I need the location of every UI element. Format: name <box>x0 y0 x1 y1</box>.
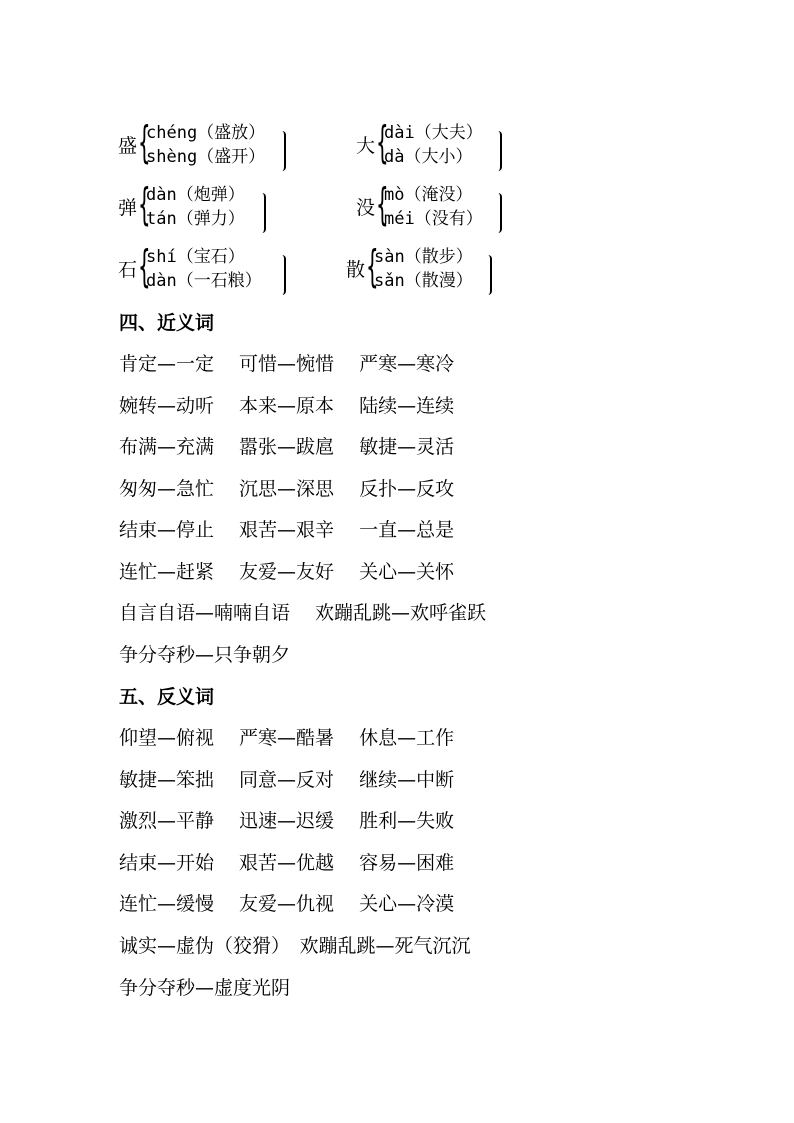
word-pair-line: 布满—充满 嚣张—跋扈 敏捷—灵活 <box>119 436 455 458</box>
left-brace: { <box>366 241 379 292</box>
reading-2: dà（大小） <box>384 147 473 167</box>
reading-1: shí（宝石） <box>146 247 245 267</box>
right-brace <box>282 131 286 171</box>
reading-2: sǎn（散漫） <box>374 271 473 291</box>
polyphone-section <box>0 0 794 300</box>
reading-1: dàn（炮弹） <box>146 185 245 205</box>
reading-1: chéng（盛放） <box>146 123 266 143</box>
word-pair-line: 肯定—一定 可惜—惋惜 严寒—寒冷 <box>119 353 455 375</box>
reading-2: méi（没有） <box>384 209 483 229</box>
word-pair-line: 婉转—动听 本来—原本 陆续—连续 <box>119 395 455 417</box>
polyphone-char: 没 <box>356 197 376 219</box>
section-heading: 四、近义词 <box>119 312 215 334</box>
right-brace <box>282 255 286 295</box>
word-pair-line: 争分夺秒—虚度光阴 <box>119 977 291 999</box>
word-pair-line: 自言自语—喃喃自语 欢蹦乱跳—欢呼雀跃 <box>119 602 487 624</box>
word-pair-line: 匆匆—急忙 沉思—深思 反扑—反攻 <box>119 478 455 500</box>
polyphone-char: 石 <box>118 259 138 281</box>
reading-1: mò（淹没） <box>384 185 473 205</box>
right-brace <box>262 193 266 233</box>
reading-1: dài（大夫） <box>384 123 483 143</box>
section-heading: 五、反义词 <box>119 686 215 708</box>
reading-2: dàn（一石粮） <box>146 271 262 291</box>
polyphone-char: 弹 <box>118 197 138 219</box>
polyphone-char: 散 <box>346 259 366 281</box>
word-pair-line: 连忙—缓慢 友爱—仇视 关心—冷漠 <box>119 893 455 915</box>
left-brace: { <box>138 179 151 230</box>
word-pair-line: 敏捷—笨拙 同意—反对 继续—中断 <box>119 769 455 791</box>
right-brace <box>488 255 492 295</box>
word-pair-line: 仰望—俯视 严寒—酷暑 休息—工作 <box>119 727 455 749</box>
left-brace: { <box>376 117 389 168</box>
reading-2: shèng（盛开） <box>146 147 266 167</box>
word-pair-line: 争分夺秒—只争朝夕 <box>119 644 291 666</box>
word-pair-line: 结束—开始 艰苦—优越 容易—困难 <box>119 852 455 874</box>
left-brace: { <box>138 117 151 168</box>
right-brace <box>498 131 502 171</box>
right-brace <box>498 193 502 233</box>
left-brace: { <box>376 179 389 230</box>
word-pair-line: 激烈—平静 迅速—迟缓 胜利—失败 <box>119 810 455 832</box>
word-pair-line: 诚实—虚伪（狡猾） 欢蹦乱跳—死气沉沉 <box>119 935 471 957</box>
word-pair-line: 结束—停止 艰苦—艰辛 一直—总是 <box>119 519 455 541</box>
reading-2: tán（弹力） <box>146 209 245 229</box>
reading-1: sàn（散步） <box>374 247 473 267</box>
word-pair-line: 连忙—赶紧 友爱—友好 关心—关怀 <box>119 561 455 583</box>
left-brace: { <box>138 241 151 292</box>
polyphone-char: 大 <box>356 135 376 157</box>
polyphone-char: 盛 <box>118 135 138 157</box>
